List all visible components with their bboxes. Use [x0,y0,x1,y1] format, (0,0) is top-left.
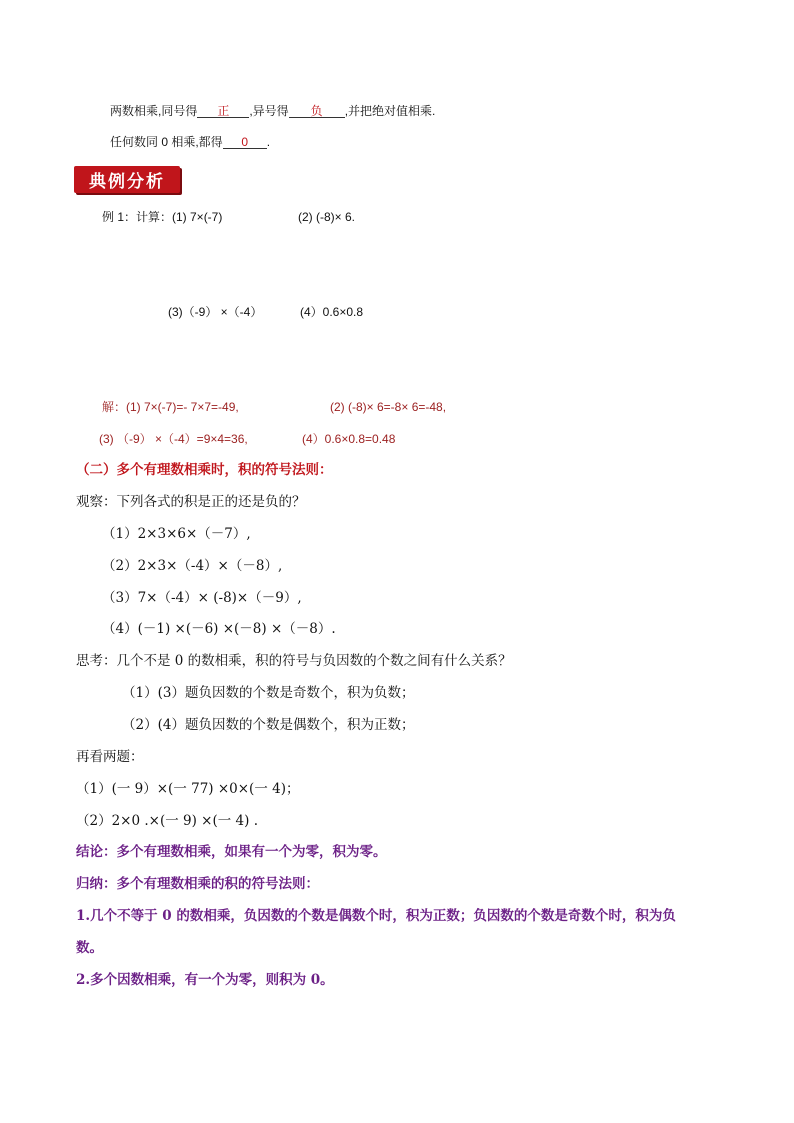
observe-intro: 观察：下列各式的积是正的还是负的？ [76,494,306,510]
section-badge-label: 典例分析 [89,172,165,192]
observe-item-4: （4）(－1) ×(－6) ×(－8) ×（－8）. [102,621,336,637]
summary-title: 归纳：多个有理数相乘的积的符号法则： [76,876,319,892]
think-answer-2: （2）(4）题负因数的个数是偶数个，积为正数； [122,717,415,733]
summary-rule-1: 1.几个不等于 0 的数相乘，负因数的个数是偶数个时，积为正数；负因数的个数是奇数个时，积为负 [76,908,676,924]
example1-q3: (3)（-9） ×（-4） [168,305,263,319]
summary-rule-2: 2.多个因数相乘，有一个为零，则积为 0。 [76,972,334,988]
summary-rule-1-continued: 数。 [76,940,103,956]
again-intro: 再看两题： [76,749,144,765]
observe-item-1: （1）2×3×6×（－7）, [102,526,251,542]
solution-1: 解：(1) 7×(-7)=- 7×7=-49, [102,400,239,414]
solution-3: (3) （-9） ×（-4）=9×4=36, [99,432,248,446]
rule-text: 两数相乘,同号得 [110,104,198,118]
rule-line-2 [110,136,270,149]
observe-item-3: （3）7×（-4）× (-8)×（－9）, [102,590,302,606]
think-answer-1: （1）(3）题负因数的个数是奇数个，积为负数； [122,685,415,701]
rule-line-1 [110,105,435,118]
section-badge [74,166,180,193]
rule-text: ,并把绝对值相乘. [344,104,436,118]
example1-q2: (2) (-8)× 6. [298,210,356,224]
rule-text: ,异号得 [249,104,289,118]
answer-blank-zero: 0 [223,136,267,149]
think-question: 思考：几个不是 0 的数相乘，积的符号与负因数的个数之间有什么关系？ [76,653,512,669]
conclusion: 结论：多个有理数相乘，如果有一个为零，积为零。 [76,844,387,860]
example1-q4: (4）0.6×0.8 [300,305,364,319]
solution-4: (4）0.6×0.8=0.48 [302,432,396,446]
rule-text: 任何数同 0 相乘,都得 [110,135,223,149]
again-item-2: （2）2×0 .×(一 9) ×(一 4) . [76,813,258,829]
rule-text: . [266,135,271,149]
again-item-1: （1）(一 9）×(一 77) ×0×(一 4)； [76,781,300,797]
observe-item-2: （2）2×3×（-4）×（－8）, [102,558,283,574]
answer-blank-positive: 正 [197,105,249,118]
example1-q1: 例 1：计算：(1) 7×(-7) [102,210,223,224]
solution-2: (2) (-8)× 6=-8× 6=-48, [330,400,447,414]
answer-blank-negative: 负 [289,105,345,118]
section2-title: （二）多个有理数相乘时，积的符号法则： [76,462,333,478]
